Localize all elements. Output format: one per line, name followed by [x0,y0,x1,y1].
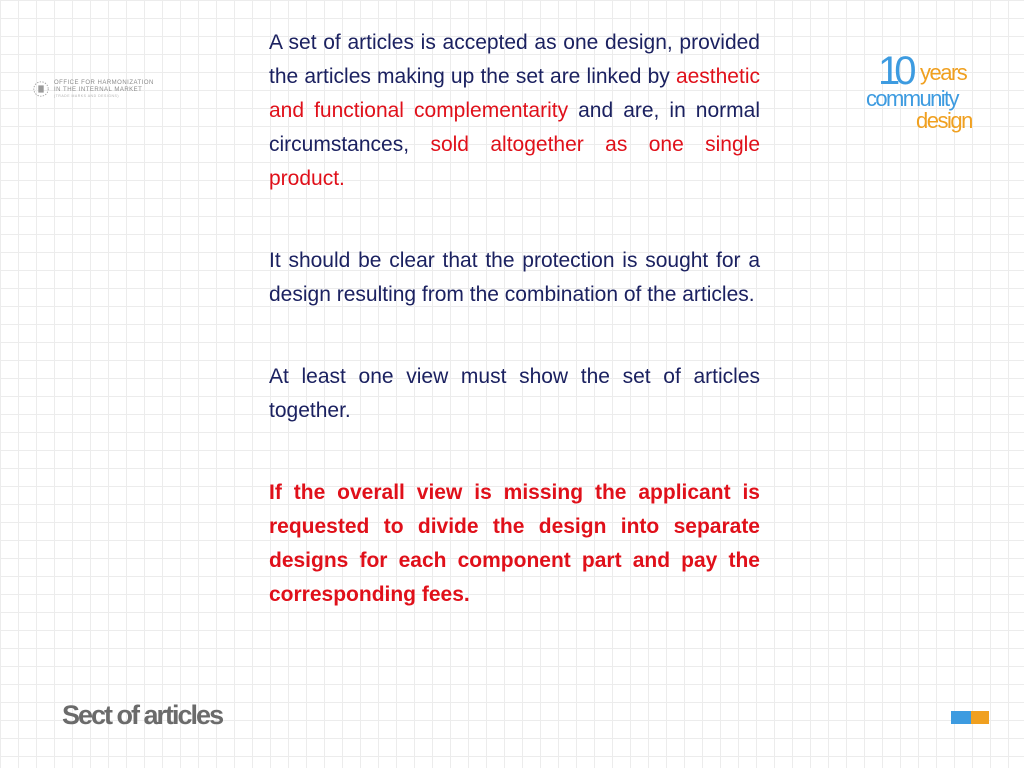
ohim-logo [32,76,192,102]
paragraph-view-requirement: At least one view must show the set of articles together. [269,365,760,422]
anniv-logo-numeral: 10 [878,49,911,93]
paragraph-protection: It should be clear that the protection is sought for a design resulting from the combination of the articles. [269,249,760,306]
ohim-logo-text [54,80,154,99]
ten-years-community-design-logo [864,40,994,135]
anniv-logo-word2: community [866,86,958,111]
paragraph-missing-view-warning: If the overall view is missing the applicant is requested to divide the design into separate designs for each component part and pay the corresponding fees. [269,481,760,606]
p1-highlight-single-product: sold altogether as one single product. [269,133,761,190]
ohim-logo-line3: (TRADE MARKS AND DESIGNS) [54,93,120,98]
corner-marker [951,711,989,724]
ohim-logo-line2: IN THE INTERNAL MARKET [54,86,143,93]
p1-text-a: A set of articles is accepted as one design, provided the articles making up the set are linked by [269,31,760,88]
slide-title: Sect of articles [62,700,223,730]
corner-marker-blue [951,711,971,724]
slide-body [269,26,760,612]
p1-highlight-complementarity: aesthetic and functional complementarity [269,65,760,122]
ohim-emblem-icon [32,80,50,98]
anniv-logo-word1: years [920,60,967,85]
corner-marker-orange [971,711,989,724]
ohim-logo-line1: OFFICE FOR HARMONIZATION [54,79,154,86]
p1-text-c: and are, in normal circumstances, [269,99,760,156]
paragraph-set-definition [269,26,760,196]
anniv-logo-word3: design [916,108,972,133]
